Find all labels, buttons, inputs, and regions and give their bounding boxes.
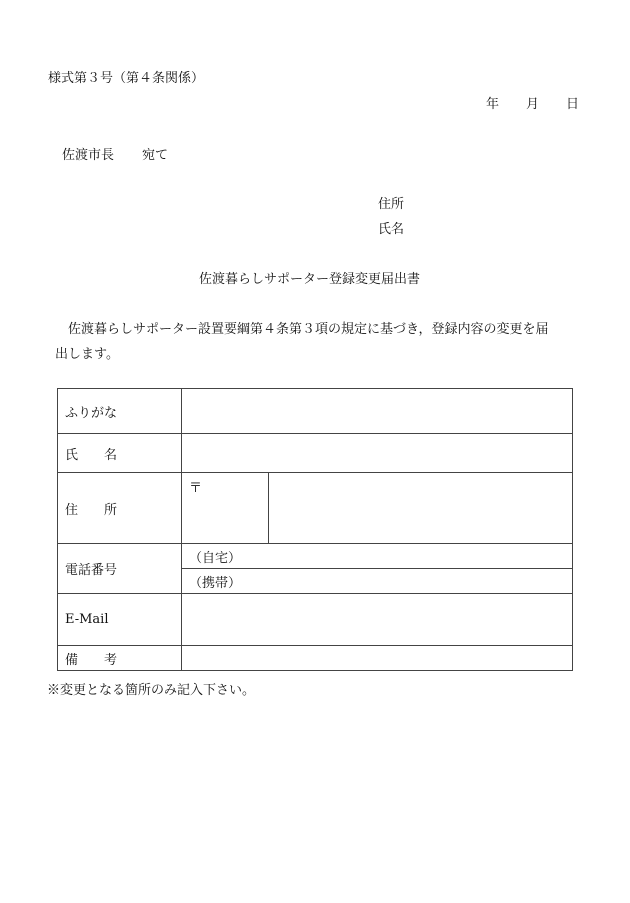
name-label-b: 名 <box>104 447 118 463</box>
name-label-a: 氏 <box>65 447 79 463</box>
body-text-line-2: 出します。 <box>55 347 119 362</box>
document-title: 佐渡暮らしサポーター登録変更届出書 <box>199 272 421 287</box>
phone-home-label: （自宅） <box>189 550 242 566</box>
address-label-b: 所 <box>104 502 118 518</box>
email-label: E-Mail <box>58 594 182 646</box>
phone-home-field[interactable] <box>182 544 573 569</box>
date-month: 月 <box>526 97 540 112</box>
addressee-name: 佐渡市長 <box>62 148 115 163</box>
date-year: 年 <box>486 97 500 112</box>
phone-mobile-label: （携帯） <box>189 575 242 591</box>
name-field[interactable] <box>182 434 573 473</box>
furigana-label: ふりがな <box>58 389 182 434</box>
table-row-furigana <box>58 389 573 434</box>
table-row-email <box>58 594 573 646</box>
footnote: ※変更となる箇所のみ記入下さい。 <box>47 683 256 698</box>
addressee <box>62 144 168 163</box>
table-row-name <box>58 434 573 473</box>
email-field[interactable] <box>182 594 573 646</box>
form-number: 様式第３号（第４条関係） <box>48 71 205 86</box>
applicant-address-label: 住所 <box>378 197 405 212</box>
table-row-phone-home <box>58 544 573 569</box>
remarks-label <box>58 646 182 671</box>
addressee-suffix: 宛て <box>142 148 169 163</box>
body-text-line-1: 佐渡暮らしサポーター設置要綱第４条第３項の規定に基づき，登録内容の変更を届 <box>68 322 549 337</box>
table-row-address <box>58 473 573 544</box>
remarks-label-b: 考 <box>104 652 118 668</box>
remarks-field[interactable] <box>182 646 573 671</box>
applicant-name-label: 氏名 <box>378 222 405 237</box>
date-line <box>486 93 579 112</box>
postal-mark: 〒 <box>189 481 203 496</box>
postal-code-field[interactable] <box>182 473 269 544</box>
furigana-field[interactable] <box>182 389 573 434</box>
date-day: 日 <box>566 97 580 112</box>
name-label <box>58 434 182 473</box>
registration-change-table <box>57 388 573 671</box>
phone-mobile-field[interactable] <box>182 569 573 594</box>
table-row-remarks <box>58 646 573 671</box>
address-field[interactable] <box>269 473 573 544</box>
remarks-label-a: 備 <box>65 652 79 668</box>
address-label <box>58 473 182 544</box>
phone-label: 電話番号 <box>58 544 182 594</box>
address-label-a: 住 <box>65 502 79 518</box>
